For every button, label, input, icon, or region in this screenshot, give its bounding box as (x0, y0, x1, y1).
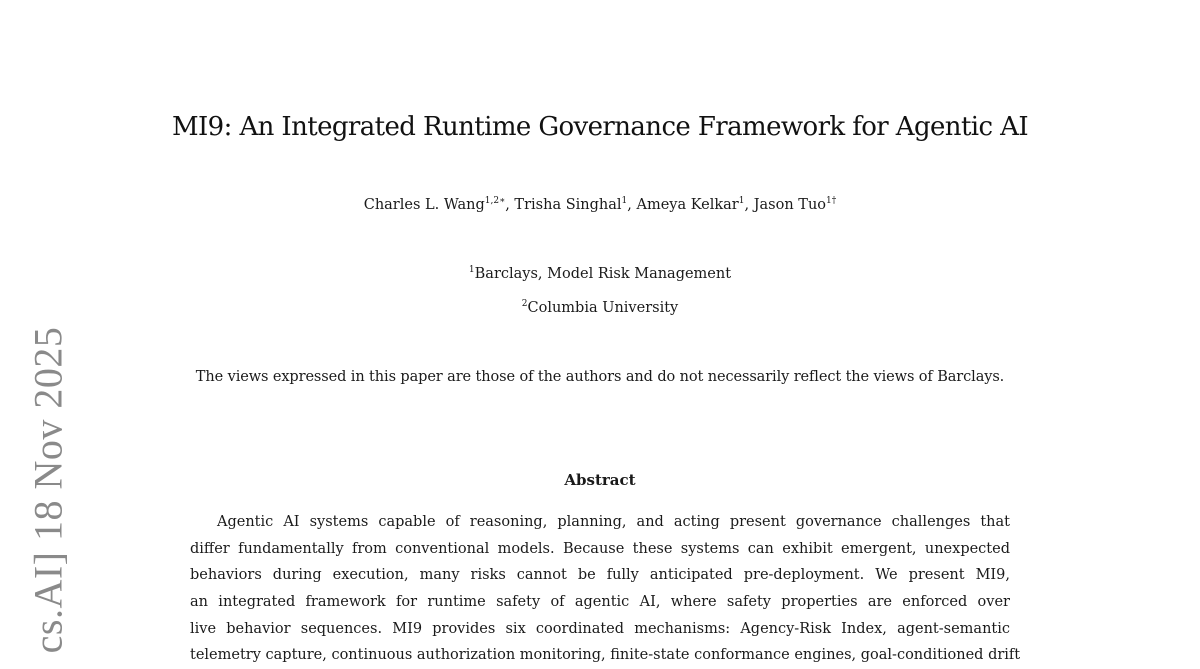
paper-title: MI9: An Integrated Runtime Governance Framework for Agentic AI (171, 112, 1028, 142)
abstract-line: telemetry capture, continuous authorization monitoring, finite-state conformance engines, goal-conditioned drift (190, 647, 1021, 664)
abstract-body (190, 509, 1021, 669)
abstract-line: an integrated framework for runtime safety of agentic AI, where safety properties are enforced over (190, 594, 1010, 611)
author: Charles L. Wang$^{1,2∗}$, (363, 196, 515, 213)
affiliation: $^1$Barclays, Model Risk Management (468, 265, 732, 282)
abstract-line: behaviors during execution, many risks cannot be fully anticipated pre-deployment. We present MI9, (190, 567, 1010, 584)
author-list (0, 197, 1200, 213)
arxiv-stamp: cs.AI] 18 Nov 2025 (25, 326, 71, 654)
author: Trisha Singhal$^1$, (514, 196, 637, 213)
author: Jason Tuo$^{1\dagger}$ (753, 196, 837, 213)
author: Ameya Kelkar$^1$, (636, 196, 754, 213)
abstract-heading: Abstract (564, 471, 636, 489)
abstract-line: Agentic AI systems capable of reasoning, planning, and acting present governance challenges that (217, 514, 1010, 530)
abstract-line: differ fundamentally from conventional models. Because these systems can exhibit emergent, unexpected (190, 540, 1010, 557)
disclaimer: The views expressed in this paper are those of the authors and do not necessarily reflect the views of Barclays. (195, 369, 1005, 385)
abstract-line: live behavior sequences. MI9 provides six coordinated mechanisms: Agency-Risk Index, agent-semantic (190, 620, 1010, 637)
affiliation: $^2$Columbia University (521, 299, 679, 316)
